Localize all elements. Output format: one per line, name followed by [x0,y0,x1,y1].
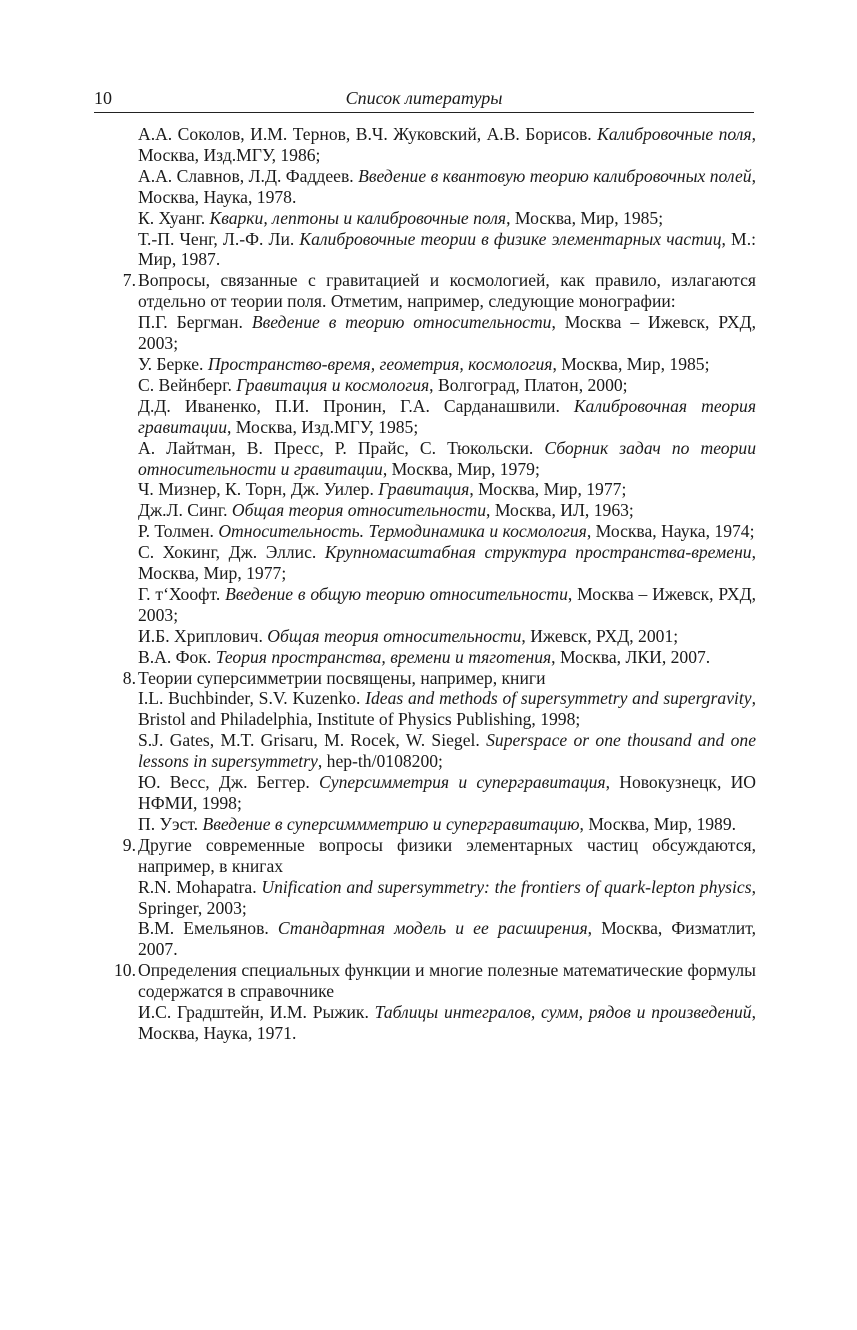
reference-publication: , Новокузнецк, ИО НФМИ, 1998; [138,772,756,813]
reference-entry [138,584,756,626]
reference-authors: В.М. Емельянов. [138,918,278,939]
reference-authors: И.Б. Хриплович. [138,625,268,646]
reference-title: Введение в теорию относительности [251,312,552,333]
bibliography-section [94,124,756,270]
reference-entry [138,396,756,438]
reference-authors: Р. Толмен. [138,521,219,542]
reference-title: Введение в квантовую теорию калибровочных полей [358,165,752,186]
reference-title: Общая теория относительности [267,625,522,646]
reference-authors: П. Уэст. [138,813,203,834]
reference-entry [138,312,756,354]
bibliography-list [94,124,756,1044]
reference-entry [138,542,756,584]
reference-entry [138,479,756,500]
reference-publication: , Москва, Физматлит, 2007. [138,918,756,960]
reference-publication: , Москва, Мир, 1977; [469,479,627,500]
reference-publication: , Москва, ИЛ, 1963; [486,500,634,521]
reference-authors: И.С. Градштейн, И.М. Рыжик. [138,1002,375,1023]
reference-publication: , Волгоград, Платон, 2000; [429,374,628,395]
reference-publication: , Москва, Мир, 1979; [382,458,540,479]
reference-publication: , Москва – Ижевск, РХД, 2003; [138,312,756,354]
reference-publication: , Москва, ЛКИ, 2007. [551,646,711,667]
bibliography-section [94,270,756,667]
reference-title: Таблицы интегралов, сумм, рядов и произведений [374,1002,752,1023]
reference-entry [138,354,756,375]
reference-title: Суперсимметрия и супергравитация [319,772,606,793]
section-intro: Теории суперсимметрии посвящены, например, книги [138,667,546,688]
reference-title: Гравитация и космология [236,374,430,395]
reference-entry [138,521,756,542]
reference-title: Введение в суперсиммметрию и супергравитацию [202,813,580,834]
reference-entry [138,1002,756,1044]
reference-publication: , Bristol and Philadelphia, Institute of Physics Publishing, 1998; [138,688,757,730]
reference-publication: , Springer, 2003; [138,876,756,918]
reference-authors: В.А. Фок. [138,646,216,667]
reference-authors: Г. т‘Хоофт. [138,583,226,604]
reference-entry [138,208,756,229]
reference-title: Сборник задач по теории относительности и гравитации [138,437,756,479]
section-number: 8. [122,667,136,688]
reference-publication: , Москва, Наука, 1974; [586,521,755,542]
reference-publication: , Москва, Мир, 1977; [138,542,756,584]
reference-entry [138,438,756,480]
section-number: 7. [122,270,136,291]
reference-title: Unification and supersymmetry: the frontiers of quark-lepton physics [261,876,752,897]
reference-authors: S.J. Gates, M.T. Grisaru, M. Rocek, W. Siegel. [138,730,487,751]
bibliography-section [94,835,756,960]
reference-entry [138,877,756,919]
reference-title: Пространство-время, геометрия, космология [207,353,553,374]
reference-publication: , Москва, Мир, 1985; [506,207,664,228]
section-intro: Другие современные вопросы физики элементарных частиц обсуждаются, например, в книгах [138,834,756,876]
reference-publication: , Москва, Мир, 1989. [579,813,737,834]
reference-publication: , М.: Мир, 1987. [138,228,756,270]
reference-title: Общая теория относительности [231,500,487,521]
reference-title: Ideas and methods of supersymmetry and supergravity [365,688,752,709]
section-intro: Определения специальных функции и многие полезные математические формулы содержатся в справочнике [138,960,756,1002]
reference-title: Калибровочная теория гравитации [138,395,756,437]
reference-entry [138,375,756,396]
reference-publication: , Москва, Мир, 1985; [552,353,710,374]
reference-authors: R.N. Mohapatra. [138,876,262,897]
reference-authors: С. Хокинг, Дж. Эллис. [138,542,325,563]
reference-title: Superspace or one thousand and one lessons in supersymmetry [138,730,757,772]
reference-authors: А. Лайтман, В. Пресс, Р. Прайс, С. Тюкольски. [138,437,545,458]
reference-entry [138,500,756,521]
reference-authors: Т.-П. Ченг, Л.-Ф. Ли. [138,228,300,249]
reference-authors: Д.Д. Иваненко, П.И. Пронин, Г.А. Сарданашвили. [138,395,574,416]
reference-publication: , Москва, Наука, 1971. [138,1002,756,1043]
reference-authors: У. Берке. [138,353,208,374]
reference-title: Стандартная модель и ее расширения [277,918,588,939]
reference-authors: I.L. Buchbinder, S.V. Kuzenko. [138,688,366,709]
reference-entry [138,730,756,772]
reference-authors: Дж.Л. Синг. [138,500,232,521]
running-header [94,86,754,113]
reference-title: Гравитация [378,479,470,500]
reference-title: Крупномасштабная структура пространства-времени [324,542,752,563]
page-number: 10 [94,88,112,108]
reference-title: Кварки, лептоны и калибровочные поля [209,207,507,228]
reference-entry [138,918,756,960]
reference-entry [138,688,756,730]
reference-publication: , Ижевск, РХД, 2001; [521,625,679,646]
reference-publication: , Москва, Изд.МГУ, 1985; [227,416,419,437]
reference-authors: П.Г. Бергман. [138,312,252,333]
reference-entry [138,814,756,835]
reference-title: Введение в общую теорию относительности [225,583,568,604]
bibliography-section [94,668,756,835]
reference-entry [138,647,756,668]
reference-title: Калибровочные теории в физике элементарных частиц [299,228,722,249]
reference-authors: А.А. Славнов, Л.Д. Фаддеев. [138,165,359,186]
reference-authors: С. Вейнберг. [138,374,237,395]
reference-entry [138,166,756,208]
reference-authors: Ч. Мизнер, К. Торн, Дж. Уилер. [138,479,379,500]
reference-entry [138,772,756,814]
reference-entry [138,229,756,271]
reference-publication: , Москва, Наука, 1978. [138,165,756,207]
reference-authors: К. Хуанг. [138,207,210,228]
running-title: Список литературы [345,88,503,108]
section-intro: Вопросы, связанные с гравитацией и космологией, как правило, излагаются отдельно от теории поля. Отметим, например, следующие монографии: [138,270,756,312]
reference-entry [138,124,756,166]
reference-authors: Ю. Весс, Дж. Беггер. [138,772,320,793]
reference-entry [138,626,756,647]
section-number: 9. [122,834,136,855]
reference-title: Теория пространства, времени и тяготения [215,646,552,667]
reference-publication: , Москва, Изд.МГУ, 1986; [138,124,756,165]
reference-title: Относительность. Термодинамика и космология [218,521,587,542]
reference-authors: А.А. Соколов, И.М. Тернов, В.Ч. Жуковский, А.В. Борисов. [138,124,598,144]
reference-publication: , Москва – Ижевск, РХД, 2003; [138,583,756,625]
section-number: 10. [114,960,136,981]
reference-publication: , hep-th/0108200; [317,751,443,772]
bibliography-section [94,960,756,1044]
reference-title: Калибровочные поля [597,124,752,144]
